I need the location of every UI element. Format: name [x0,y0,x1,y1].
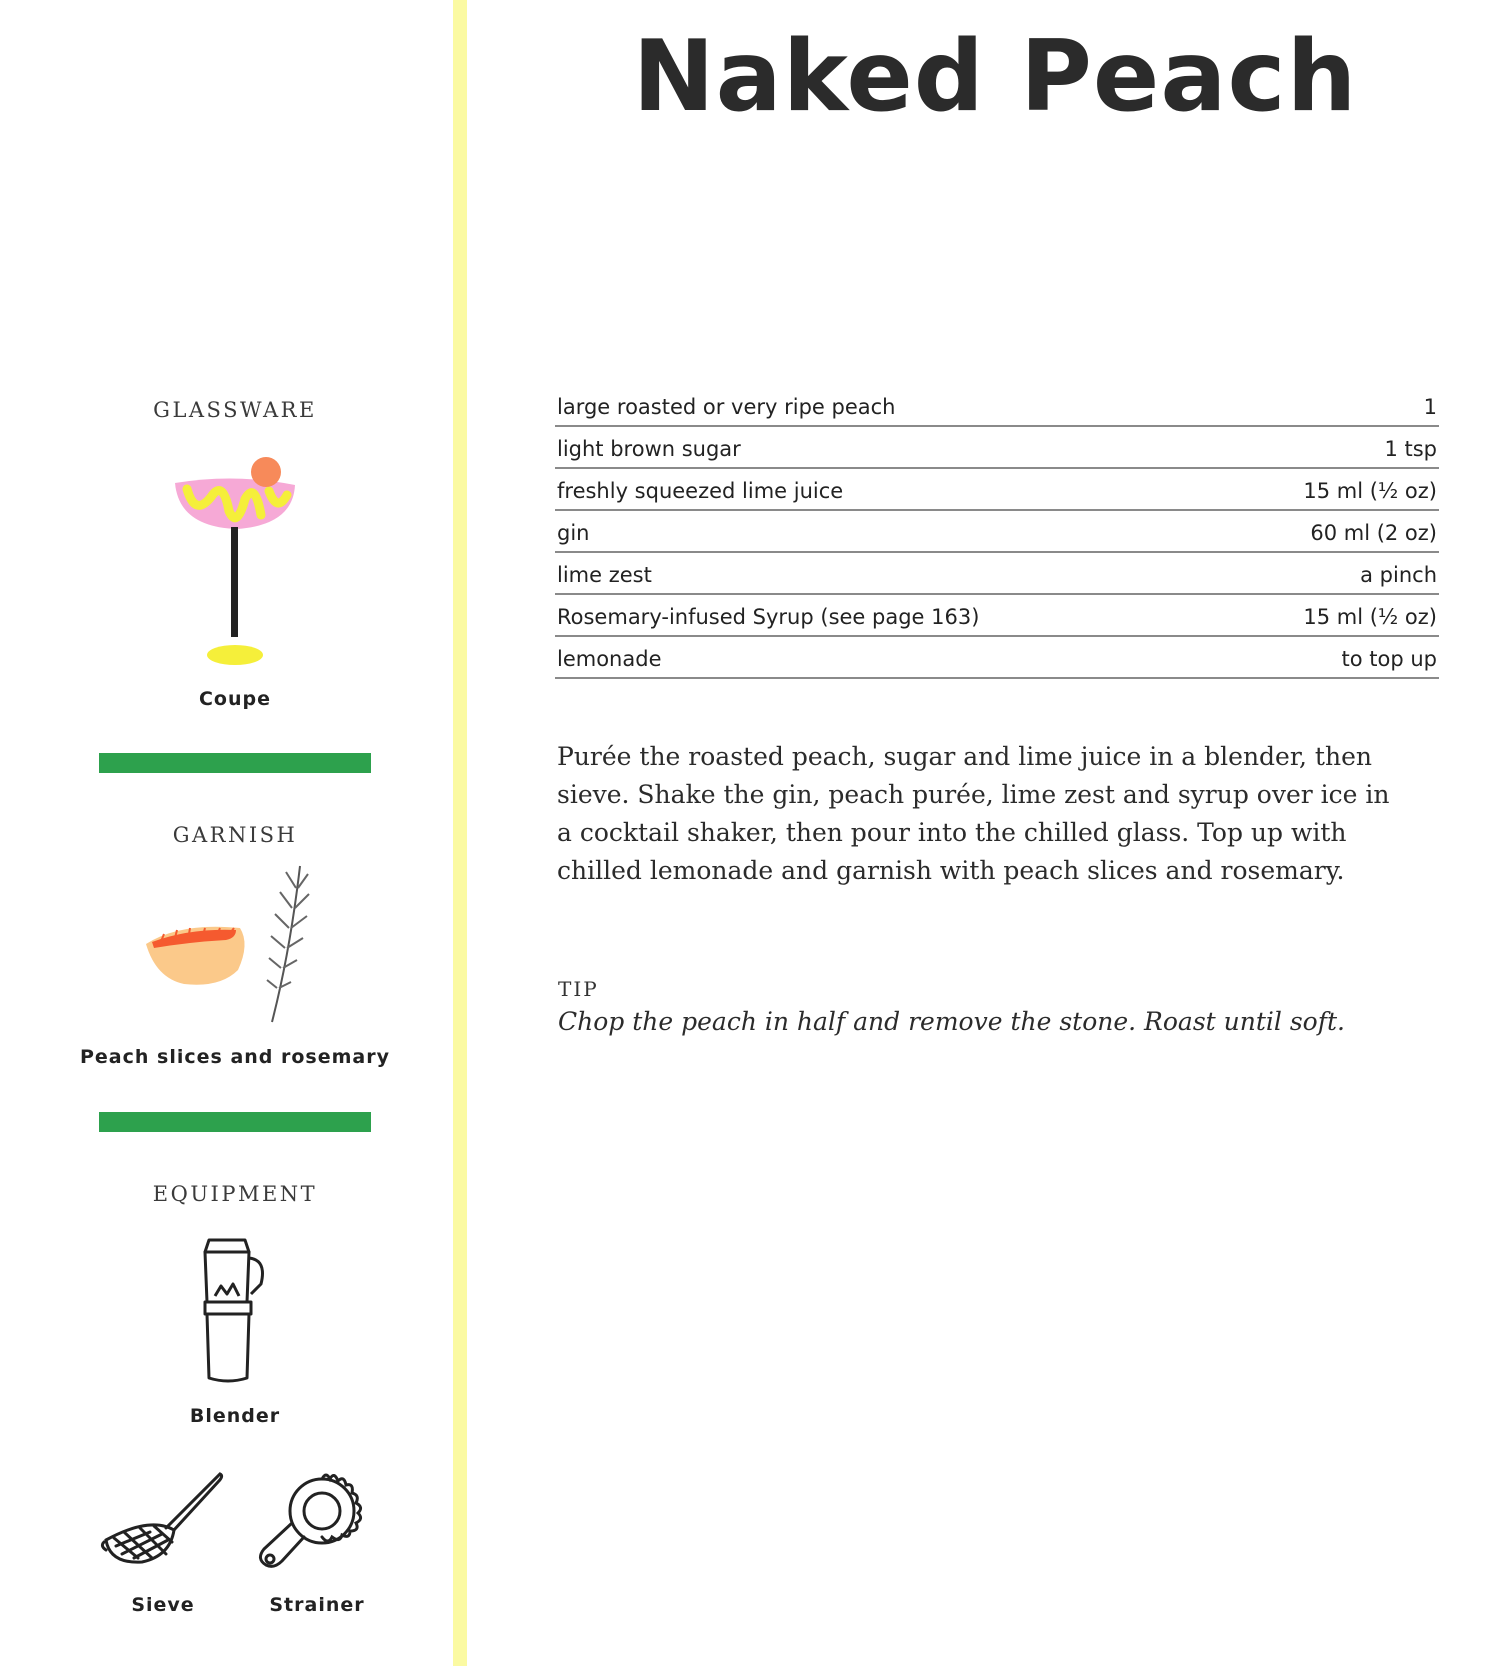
glassware-caption: Coupe [198,688,271,710]
ingredient-row [555,511,1439,553]
tip-text: Chop the peach in half and remove the stone. Roast until soft. [558,1007,1345,1036]
green-divider [99,753,371,773]
coupe-glass-icon [165,455,305,670]
peach-slice-rosemary-icon [140,862,340,1027]
ingredient-name: light brown sugar [557,437,741,461]
sidebar [0,0,455,1666]
ingredient-amount: a pinch [1360,563,1437,587]
ingredient-name: Rosemary-infused Syrup (see page 163) [557,605,980,629]
ingredient-name: freshly squeezed lime juice [557,479,844,503]
blender-caption: Blender [189,1405,281,1427]
ingredient-name: lemonade [557,647,662,671]
garnish-caption: Peach slices and rosemary [80,1046,390,1068]
ingredient-amount: 1 [1423,395,1437,419]
blender-icon [195,1230,280,1390]
ingredient-name: large roasted or very ripe peach [557,395,896,419]
ingredient-name: gin [557,521,590,545]
ingredient-row [555,385,1439,427]
tip-heading: TIP [558,977,599,1001]
ingredient-amount: 15 ml (½ oz) [1303,605,1437,629]
green-divider [99,1112,371,1132]
ingredients-list [555,385,1439,679]
equipment-heading: EQUIPMENT [152,1182,318,1206]
ingredient-row [555,595,1439,637]
garnish-heading: GARNISH [172,823,298,847]
ingredient-name: lime zest [557,563,652,587]
ingredient-amount: 15 ml (½ oz) [1303,479,1437,503]
yellow-stripe [453,0,467,1666]
strainer-caption: Strainer [269,1594,365,1616]
strainer-icon [252,1465,382,1580]
ingredient-amount: 60 ml (2 oz) [1310,521,1437,545]
ingredient-amount: to top up [1341,647,1437,671]
page-title: Naked Peach [632,20,1358,134]
ingredient-amount: 1 tsp [1384,437,1437,461]
method-text: Purée the roasted peach, sugar and lime juice in a blender, then sieve. Shake the gin, peach purée, lime zest and syrup over ice in a cocktail shaker, then pour into the chilled glass. Top up with chilled lemonade and garnish with peach slices and rosemary. [557,742,1390,885]
sieve-caption: Sieve [131,1594,195,1616]
ingredient-row [555,637,1439,679]
sieve-icon [100,1470,230,1570]
ingredient-row [555,427,1439,469]
ingredient-row [555,469,1439,511]
ingredient-row [555,553,1439,595]
glassware-heading: GLASSWARE [153,398,317,422]
